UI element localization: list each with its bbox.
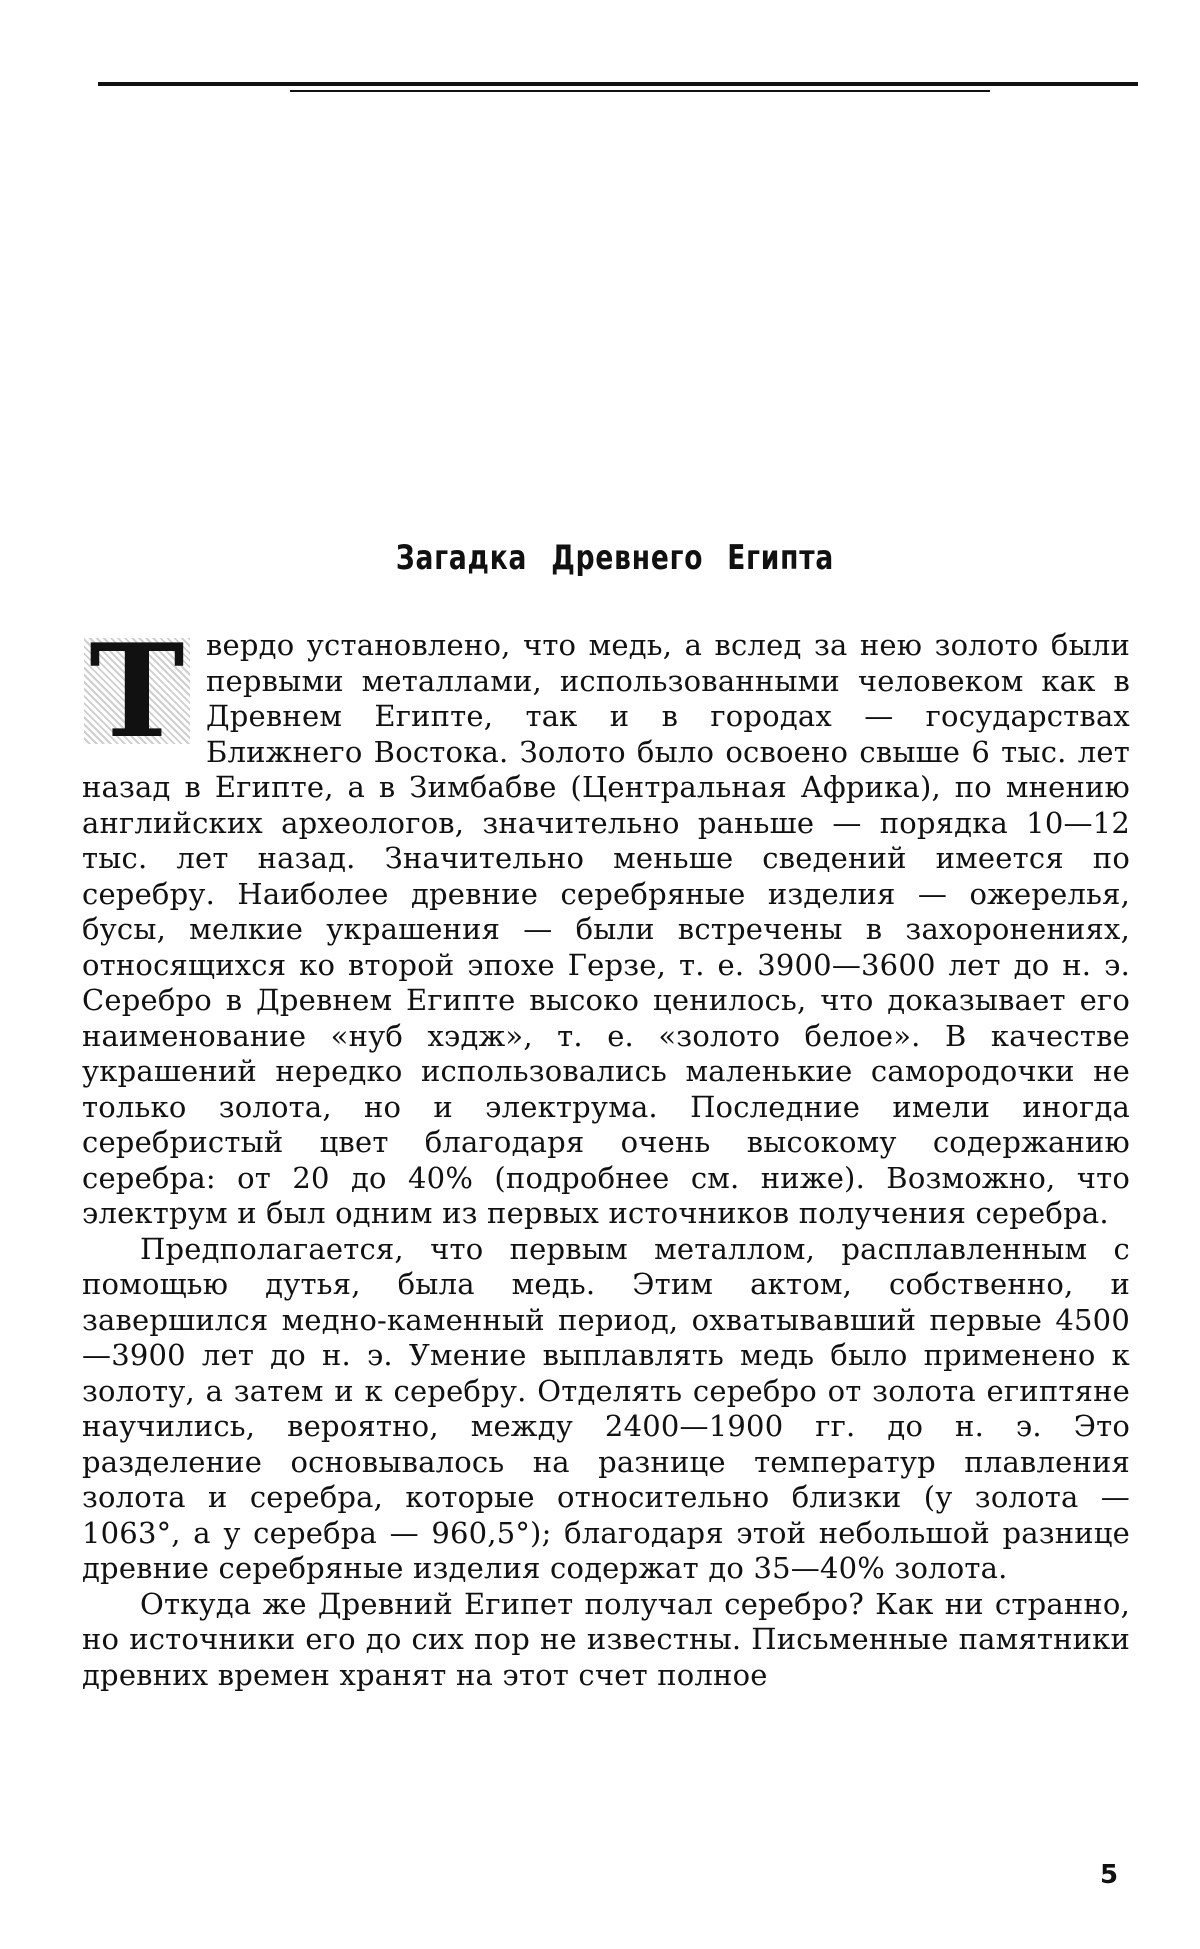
drop-cap (78, 617, 196, 767)
paragraph-3: Откуда же Древний Египет получал серебро? Как ни странно, но источники его до сих пор не известны. Письменные памятники древних времен хранят на этот счет полное (82, 1586, 1130, 1692)
page-number: 5 (1100, 1860, 1119, 1890)
chapter-title: Загадка Древнего Египта (395, 538, 835, 578)
header-rule-thin (290, 90, 990, 92)
paragraph-2: Предполагается, что первым металлом, расплавленным с помощью дутья, была медь. Этим актом, собственно, и завершился медно-каменный период, охватывавший первые 4500—3900 лет до н. э. Умение выплавлять медь было применено к золоту, а затем и к серебру. Отделять серебро от золота египтяне научились, вероятно, между 2400—1900 гг. до н. э. Это разделение основывалось на разнице температур плавления золота и серебра, которые относительно близки (у золота — 1063°, а у серебра — 960,5°); благодаря этой небольшой разнице древние серебряные изделия содержат до 35—40% золота. (82, 1231, 1130, 1585)
drop-cap-letter: Т (89, 617, 185, 767)
body-text (82, 617, 1130, 1693)
header-rule-thick (98, 82, 1138, 86)
paragraph-1: вердо установлено, что медь, а вслед за нею золото были первыми металлами, использованными человеком как в Древнем Египте, так и в городах — государствах Ближнего Востока. Золото было освоено свыше 6 тыс. лет назад в Египте, а в Зимбабве (Центральная Африка), по мнению английских археологов, значительно раньше — порядка 10—12 тыс. лет назад. Значительно меньше сведений имеется по серебру. Наиболее древние серебряные изделия — ожерелья, бусы, мелкие украшения — были встречены в захоронениях, относящихся ко второй эпохе Герзе, т. е. 3900—3600 лет до н. э. Серебро в Древнем Египте высоко ценилось, что доказывает его наименование «нуб хэдж», т. е. «золото белое». В качестве украшений нередко использовались маленькие самородочки не только золота, но и электрума. Последние имели иногда серебристый цвет благодаря очень высокому содержанию серебра: от 20 до 40% (подробнее см. ниже). Возможно, что электрум и был одним из первых источников получения серебра. (82, 628, 1130, 1230)
